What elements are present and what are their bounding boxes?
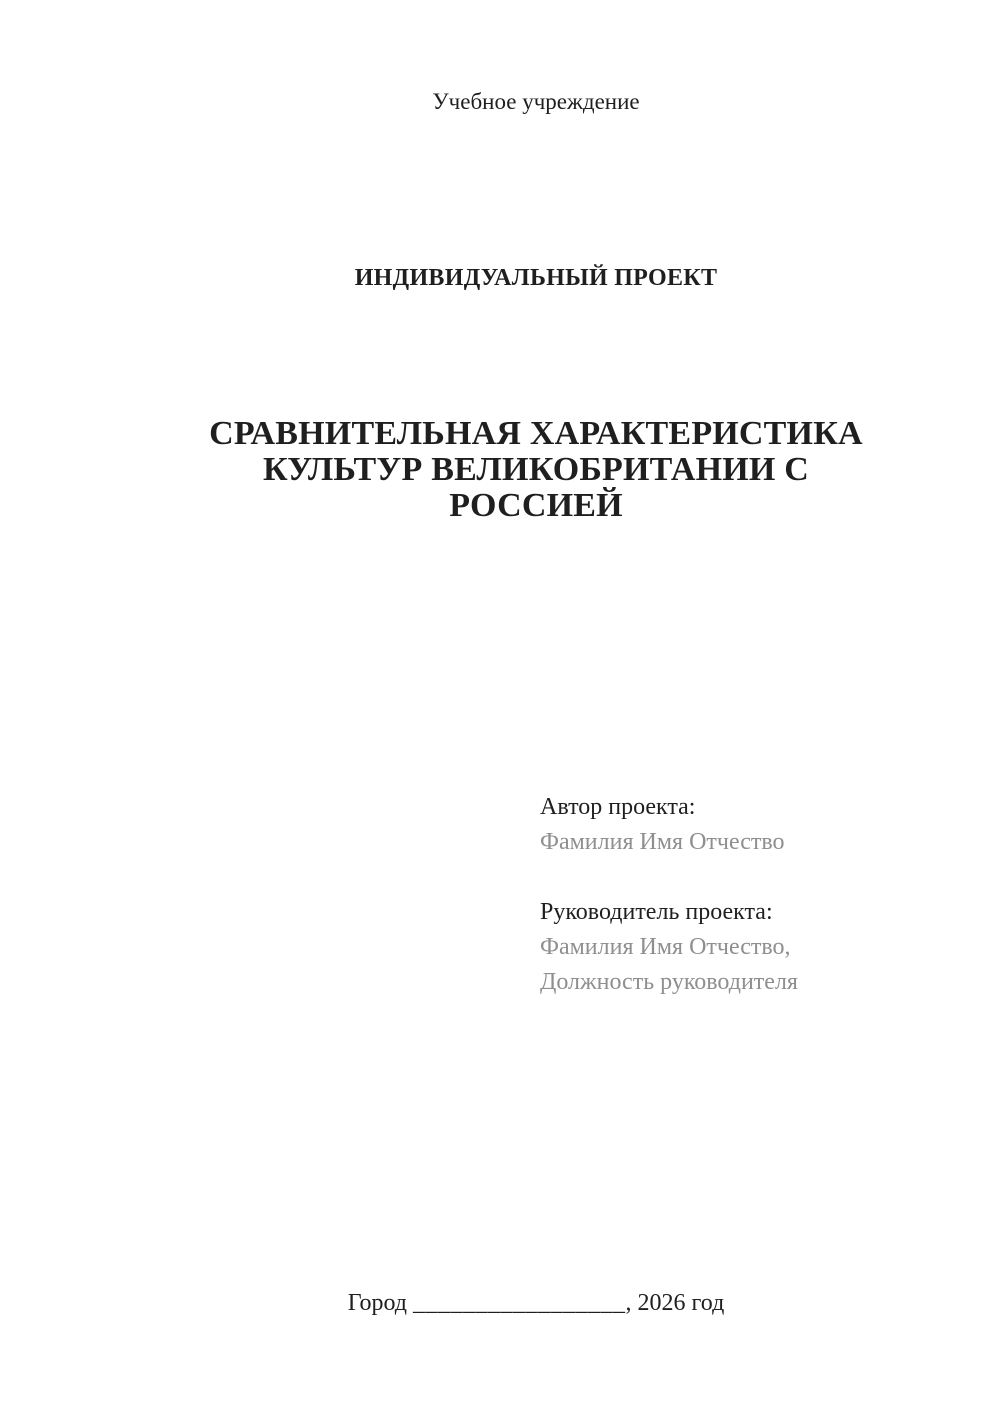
supervisor-position-placeholder: Должность руководителя bbox=[540, 969, 798, 995]
credits-spacer bbox=[540, 860, 798, 895]
project-title-line-3: РОССИЕЙ bbox=[449, 487, 623, 524]
supervisor-name-placeholder: Фамилия Имя Отчество, bbox=[540, 934, 791, 960]
project-title bbox=[72, 416, 1000, 524]
document-type-heading: ИНДИВИДУАЛЬНЫЙ ПРОЕКТ bbox=[354, 265, 718, 291]
project-title-line-2: КУЛЬТУР ВЕЛИКОБРИТАНИИ С bbox=[263, 451, 809, 488]
credits-block bbox=[540, 790, 798, 1000]
city-label: Город bbox=[347, 1290, 414, 1316]
author-name-placeholder: Фамилия Имя Отчество bbox=[540, 829, 785, 855]
footer-line bbox=[72, 1289, 1000, 1318]
author-label: Автор проекта: bbox=[540, 794, 696, 820]
year-text: , 2026 год bbox=[625, 1290, 725, 1316]
project-title-line-1: СРАВНИТЕЛЬНАЯ ХАРАКТЕРИСТИКА bbox=[209, 415, 863, 452]
institution-line: Учебное учреждение bbox=[432, 89, 640, 114]
city-blank-line: _________________ bbox=[413, 1290, 626, 1316]
supervisor-label: Руководитель проекта: bbox=[540, 899, 773, 925]
